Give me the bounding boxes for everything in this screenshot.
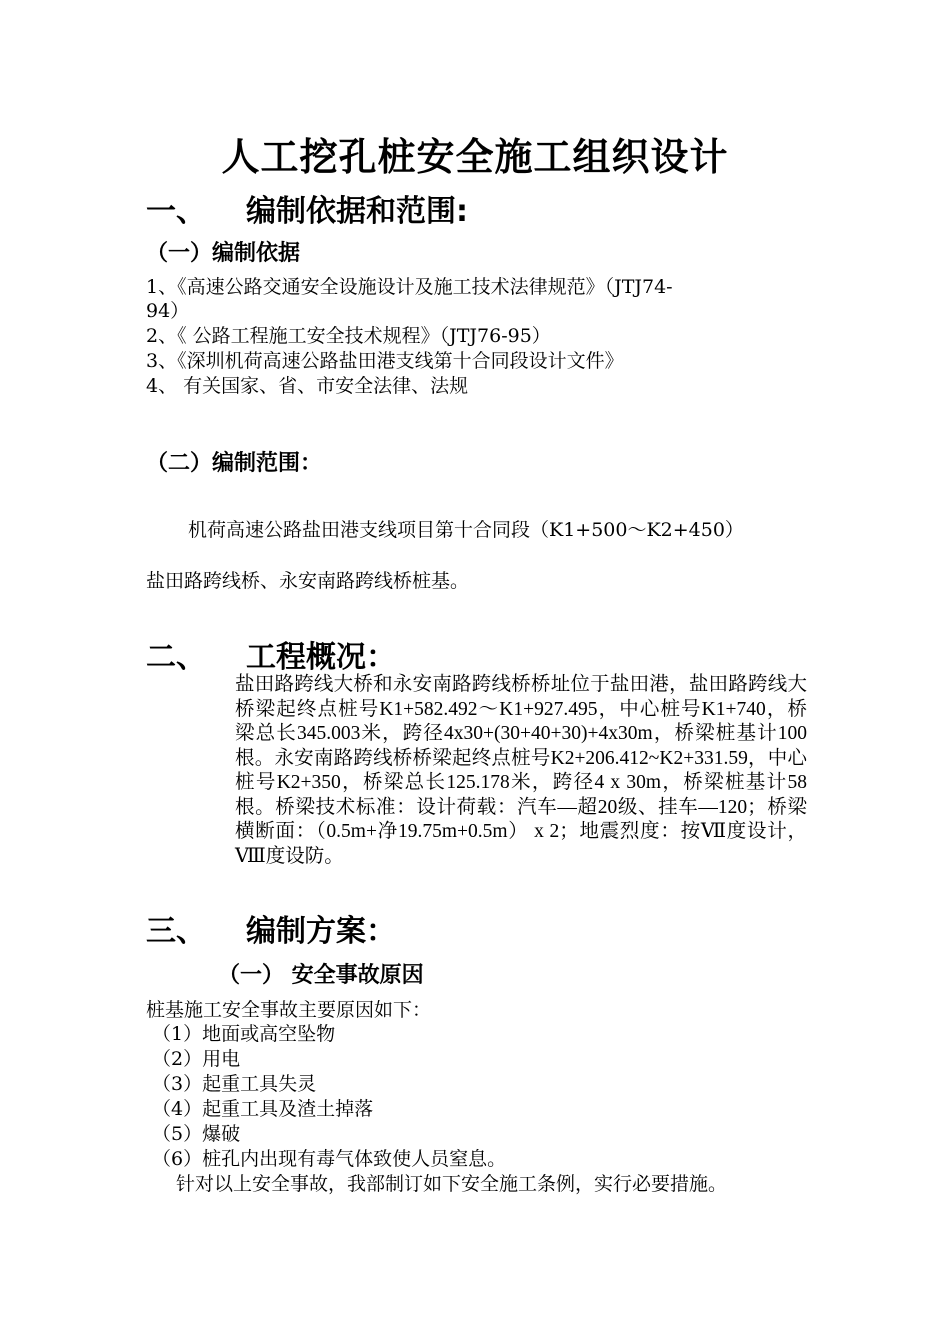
project-overview-paragraph: 盐田路跨线大桥和永安南路跨线桥桥址位于盐田港，盐田路跨线大桥梁起终点桩号K1+582.492～K1+927.495，中心桩号K1+740，桥梁总长345.003米，跨径4x30+(30+40+30)+4x30m，桥梁桩基计100根。永安南路跨线桥桥梁起终点桩号K2+206.412~K2+331.59，中心桩号K2+350，桥梁总长125.178米，跨径4 x 30m，桥梁桩基计58根。桥梁技术标准：设计荷载：汽车—超20级、挂车—120；桥梁横断面：（0.5m+净19.75m+0.5m） x 2；地震烈度：按Ⅶ度设计，Ⅷ度设防。 xyxy=(235,674,807,867)
section2-number: 二、 xyxy=(146,640,206,675)
reference-item: 4、 有关国家、省、市安全法律、法规 xyxy=(146,375,469,397)
scope-line: 盐田路跨线桥、永安南路跨线桥桩基。 xyxy=(146,570,470,592)
cause-item: （1）地面或高空坠物 xyxy=(152,1023,336,1045)
causes-intro: 桩基施工安全事故主要原因如下： xyxy=(146,999,432,1021)
section3-heading: 编制方案： xyxy=(246,914,396,949)
reference-item: 3、《深圳机荷高速公路盐田港支线第十合同段设计文件》 xyxy=(146,350,624,372)
section1-heading: 编制依据和范围: xyxy=(246,194,468,229)
closing-statement: 针对以上安全事故，我部制订如下安全施工条例，实行必要措施。 xyxy=(176,1173,728,1195)
section2-heading: 工程概况： xyxy=(246,640,396,675)
cause-item: （5）爆破 xyxy=(152,1123,241,1145)
cause-item: （4）起重工具及渣土掉落 xyxy=(152,1098,374,1120)
cause-item: （3）起重工具失灵 xyxy=(152,1073,317,1095)
section3-number: 三、 xyxy=(146,914,206,949)
section1-sub1-heading: （一）编制依据 xyxy=(146,241,301,266)
reference-item: 2、《 公路工程施工安全技术规程》（JTJ76-95） xyxy=(146,325,551,347)
cause-item: （6）桩孔内出现有毒气体致使人员窒息。 xyxy=(152,1148,507,1170)
document-title: 人工挖孔桩安全施工组织设计 xyxy=(221,135,729,179)
section3-sub1-heading: （一） 安全事故原因 xyxy=(218,963,424,988)
reference-item: 1、《高速公路交通安全设施设计及施工技术法律规范》（JTJ74- xyxy=(146,276,673,298)
scope-line: 机荷高速公路盐田港支线项目第十合同段（K1+500～K2+450） xyxy=(188,519,744,541)
section1-number: 一、 xyxy=(146,194,206,229)
section1-sub2-heading: （二）编制范围： xyxy=(146,451,323,476)
reference-item: 94） xyxy=(146,300,190,322)
cause-item: （2）用电 xyxy=(152,1048,241,1070)
